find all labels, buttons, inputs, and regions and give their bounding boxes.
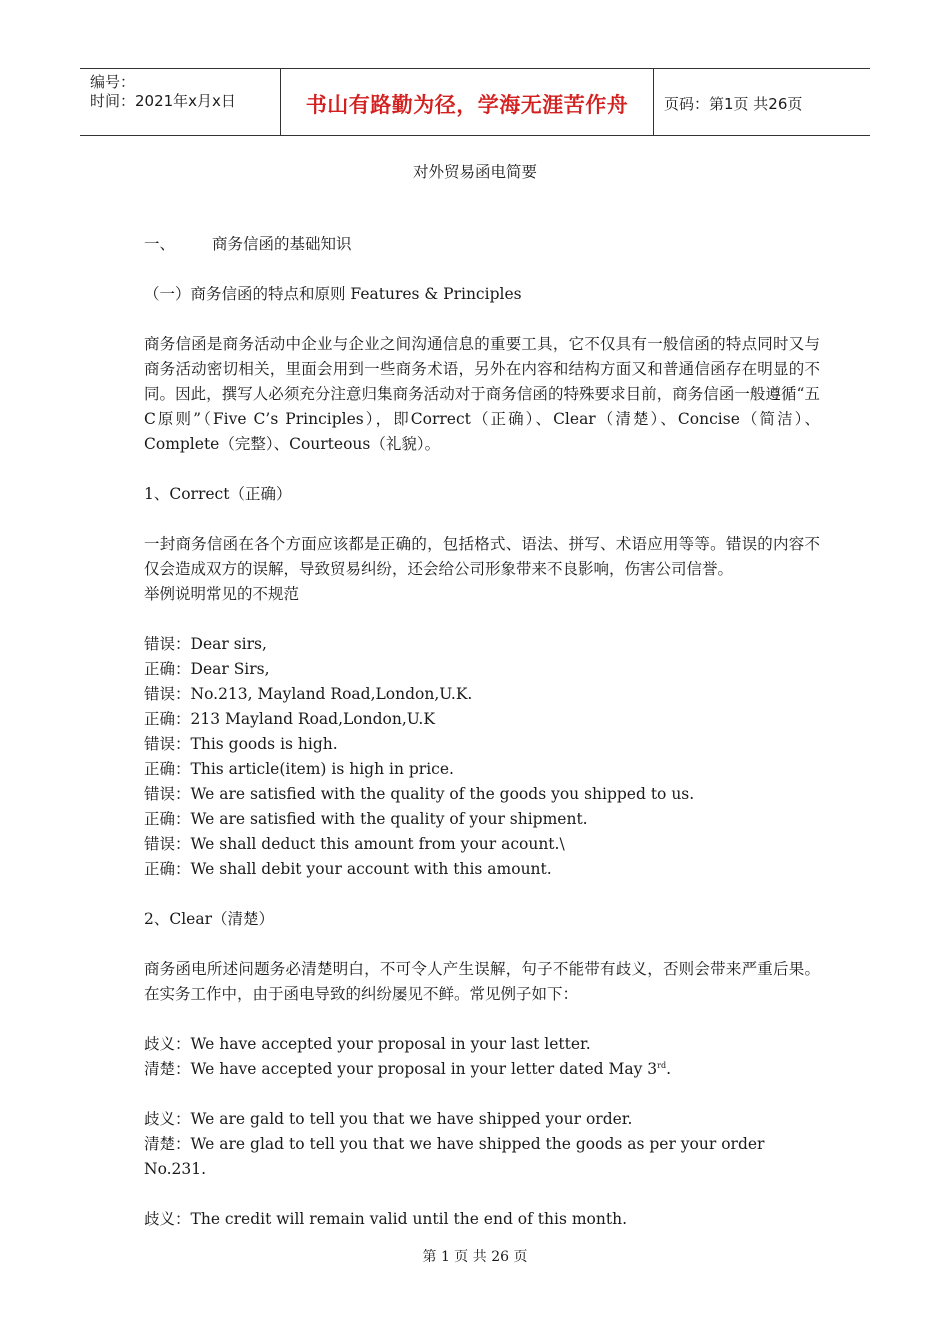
example-text: We shall deduct this amount from your acount.\ — [190, 835, 565, 853]
ambiguous-label: 歧义： — [144, 1035, 191, 1053]
ambiguous-label: 歧义： — [144, 1110, 191, 1128]
example-line — [144, 757, 820, 782]
example-text: This goods is high. — [190, 735, 338, 753]
example-label: 正确： — [144, 810, 191, 828]
example-text: Dear Sirs, — [190, 660, 270, 678]
section-title: 商务信函的基础知识 — [212, 235, 352, 253]
clear-label: 清楚： — [144, 1135, 191, 1153]
example-text: We shall debit your account with this amount. — [190, 860, 552, 878]
example-line — [144, 782, 820, 807]
example-label: 正确： — [144, 760, 191, 778]
ambiguous-text: We have accepted your proposal in your last letter. — [190, 1035, 591, 1053]
example-line — [144, 1132, 820, 1182]
example-line — [144, 682, 820, 707]
example-text: This article(item) is high in price. — [190, 760, 454, 778]
example-label: 错误： — [144, 635, 191, 653]
example-label: 正确： — [144, 710, 191, 728]
clear-paragraph: 商务函电所述问题务必清楚明白，不可令人产生误解，句子不能带有歧义，否则会带来严重后果。在实务工作中，由于函电导致的纠纷屡见不鲜。常见例子如下： — [144, 960, 820, 1003]
section-number: 一、 — [144, 235, 176, 253]
subsection-heading: （一）商务信函的特点和原则 Features & Principles — [144, 285, 522, 303]
section-heading — [144, 232, 820, 257]
clear-text: We have accepted your proposal in your letter dated May 3 — [190, 1060, 658, 1078]
correct-heading: 1、Correct（正确） — [144, 485, 292, 503]
date-label: 时间：2021年x月x日 — [90, 92, 236, 110]
example-label: 错误： — [144, 685, 191, 703]
ambiguous-label: 歧义： — [144, 1210, 191, 1228]
example-line — [144, 857, 820, 882]
example-intro: 举例说明常见的不规范 — [144, 585, 300, 603]
ambiguous-text: The credit will remain valid until the end of this month. — [190, 1210, 627, 1228]
example-line — [144, 807, 820, 832]
clear-heading: 2、Clear（清楚） — [144, 910, 275, 928]
example-label: 正确： — [144, 860, 191, 878]
example-text: No.213, Mayland Road,London,U.K. — [190, 685, 473, 703]
clear-label: 清楚： — [144, 1060, 191, 1078]
ambiguous-text: We are gald to tell you that we have shipped your order. — [190, 1110, 633, 1128]
example-line — [144, 632, 820, 657]
example-line — [144, 1207, 820, 1232]
ordinal-suffix: rd — [657, 1060, 667, 1070]
example-text: Dear sirs, — [190, 635, 267, 653]
example-label: 错误： — [144, 835, 191, 853]
document-body — [144, 232, 820, 1232]
page-footer: 第 1 页 共 26 页 — [422, 1249, 528, 1265]
example-line — [144, 732, 820, 757]
example-line — [144, 832, 820, 857]
example-label: 错误： — [144, 735, 191, 753]
header-motto: 书山有路勤为径，学海无涯苦作舟 — [281, 69, 654, 135]
example-line — [144, 1057, 820, 1082]
intro-paragraph: 商务信函是商务活动中企业与企业之间沟通信息的重要工具，它不仅具有一般信函的特点同时又与商务活动密切相关，里面会用到一些商务术语，另外在内容和结构方面又和普通信函存在明显的不同。因此，撰写人必须充分注意归集商务活动对于商务信函的特殊要求目前，商务信函一般遵循“五C原则”（Five C’s Principles），即Correct（正确）、Clear（清楚）、Concise（简洁）、Complete（完整）、Courteous（礼貌）。 — [144, 335, 820, 453]
example-text: We are satisfied with the quality of your shipment. — [190, 810, 588, 828]
header-meta — [80, 69, 281, 135]
example-line — [144, 1032, 820, 1057]
header-page-info: 页码：第1页 共26页 — [664, 95, 803, 113]
example-line — [144, 657, 820, 682]
example-text: We are satisfied with the quality of the goods you shipped to us. — [190, 785, 695, 803]
example-line — [144, 707, 820, 732]
number-label: 编号： — [90, 73, 136, 91]
clear-text: We are glad to tell you that we have shipped the goods as per your order No.231. — [144, 1135, 765, 1178]
example-label: 错误： — [144, 785, 191, 803]
example-label: 正确： — [144, 660, 191, 678]
example-line — [144, 1107, 820, 1132]
document-title: 对外贸易函电简要 — [412, 163, 537, 181]
clear-text-end: . — [666, 1060, 672, 1078]
example-text: 213 Mayland Road,London,U.K — [190, 710, 435, 728]
correct-paragraph: 一封商务信函在各个方面应该都是正确的，包括格式、语法、拼写、术语应用等等。错误的内容不仅会造成双方的误解，导致贸易纠纷，还会给公司形象带来不良影响，伤害公司信誉。 — [144, 535, 820, 578]
page-header — [80, 68, 870, 136]
